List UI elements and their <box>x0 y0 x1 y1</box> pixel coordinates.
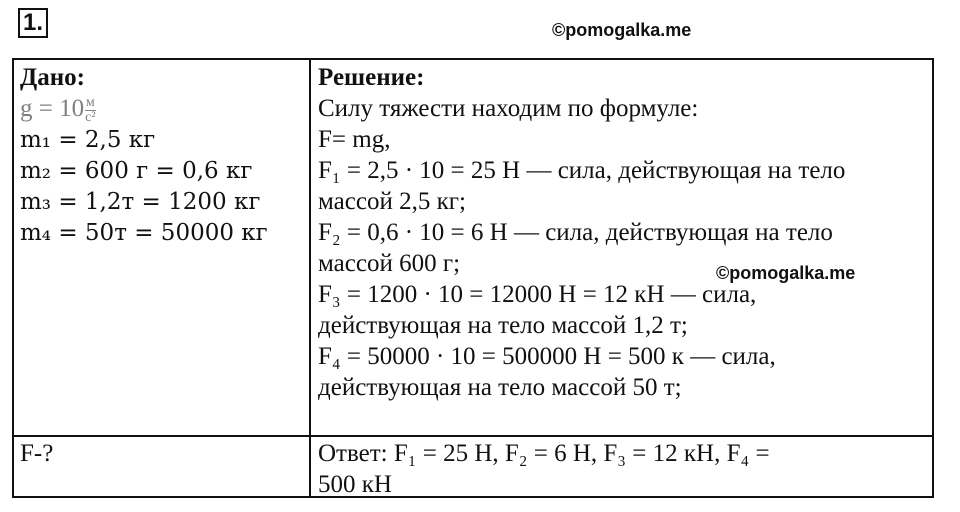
given-header: Дано: <box>20 64 85 91</box>
solution-header: Решение: <box>318 64 425 91</box>
given-line: m₃ = 1,2т = 1200 кг <box>20 188 261 215</box>
solution-line: F₄ = 50000 · 10 = 500000 Н = 500 к — сила, <box>318 343 776 370</box>
given-g <box>20 93 302 125</box>
given-g-text: g = 10 <box>20 95 85 122</box>
watermark-top: ©pomogalka.me <box>552 20 692 40</box>
given-cell <box>20 62 302 249</box>
problem-number: 1. <box>18 8 48 38</box>
column-divider <box>309 60 311 496</box>
solution-line: Силу тяжести находим по формуле: <box>318 95 699 122</box>
given-line: m₄ = 50т = 50000 кг <box>20 219 268 246</box>
solution-line: F₂ = 0,6 · 10 = 6 Н — сила, действующая на тело <box>318 219 833 246</box>
solution-line: массой 600 г; <box>318 250 461 277</box>
given-line: m₂ = 600 г = 0,6 кг <box>20 157 253 184</box>
given-line: m₁ = 2,5 кг <box>20 126 156 153</box>
unit-denominator: с² <box>85 109 96 125</box>
find-cell: F-? <box>20 440 54 467</box>
solution-line: массой 2,5 кг; <box>318 188 466 215</box>
unit-fraction <box>85 96 95 125</box>
solution-line: F₁ = 2,5 · 10 = 25 Н — сила, действующая на тело <box>318 157 846 184</box>
solution-cell <box>318 62 930 403</box>
answer-line: Ответ: F₁ = 25 Н, F₂ = 6 Н, F₃ = 12 кН, F₄ = <box>318 440 770 467</box>
solution-line: F₃ = 1200 · 10 = 12000 Н = 12 кН — сила, <box>318 281 757 308</box>
row-divider <box>14 435 932 437</box>
answer-cell <box>318 438 930 500</box>
solution-line: действующая на тело массой 50 т; <box>318 374 682 401</box>
answer-line: 500 кН <box>318 471 392 498</box>
solution-line: действующая на тело массой 1,2 т; <box>318 312 688 339</box>
unit-numerator: м <box>85 94 95 110</box>
watermark-mid: ©pomogalka.me <box>716 263 856 283</box>
solution-line: F= mg, <box>318 126 391 153</box>
